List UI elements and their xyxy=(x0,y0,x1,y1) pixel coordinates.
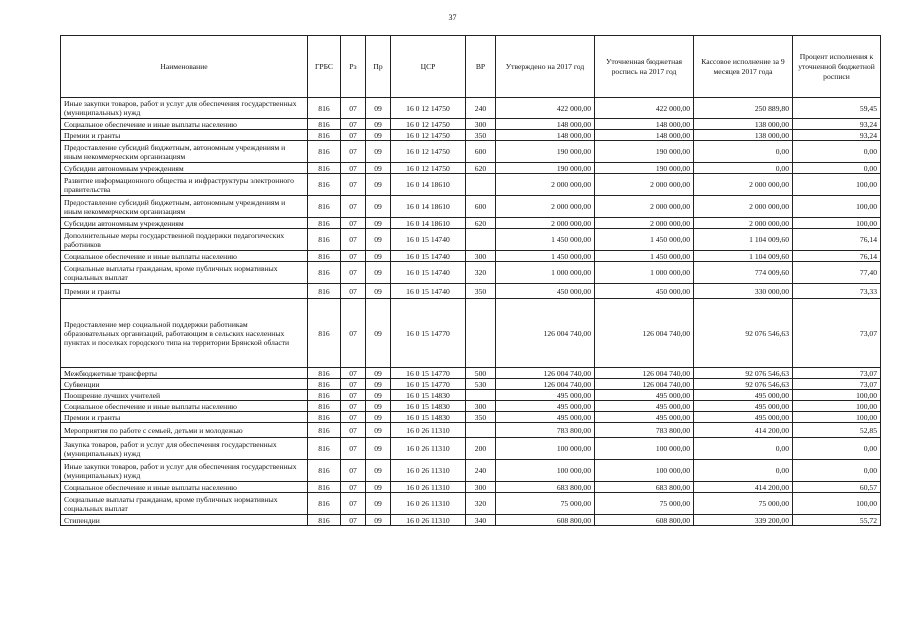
cell-approved: 190 000,00 xyxy=(496,163,595,174)
cell-cash: 250 889,80 xyxy=(694,98,793,119)
cell-rz: 07 xyxy=(341,229,366,251)
cell-rz: 07 xyxy=(341,218,366,229)
cell-name: Поощрение лучших учителей xyxy=(61,390,308,401)
cell-cash: 1 104 009,60 xyxy=(694,251,793,262)
cell-name: Субсидии автономным учреждениям xyxy=(61,218,308,229)
cell-name: Социальное обеспечение и иные выплаты населению xyxy=(61,401,308,412)
cell-name: Развитие информационного общества и инфраструктуры электронного правительства xyxy=(61,174,308,196)
header-vr: ВР xyxy=(466,36,496,98)
cell-csr: 16 0 15 14830 xyxy=(391,412,466,423)
cell-approved: 126 004 740,00 xyxy=(496,368,595,379)
cell-pr: 09 xyxy=(366,251,391,262)
cell-name: Субвенции xyxy=(61,379,308,390)
cell-rz: 07 xyxy=(341,493,366,515)
table-row xyxy=(61,493,881,515)
cell-approved: 100 000,00 xyxy=(496,460,595,482)
cell-vr: 500 xyxy=(466,368,496,379)
cell-approved: 148 000,00 xyxy=(496,130,595,141)
cell-refined: 1 450 000,00 xyxy=(595,229,694,251)
cell-cash: 339 200,00 xyxy=(694,515,793,526)
cell-grbs: 816 xyxy=(308,482,341,493)
cell-vr: 350 xyxy=(466,284,496,299)
cell-rz: 07 xyxy=(341,482,366,493)
cell-rz: 07 xyxy=(341,401,366,412)
cell-percent: 73,07 xyxy=(793,368,881,379)
cell-pr: 09 xyxy=(366,368,391,379)
cell-cash: 92 076 546,63 xyxy=(694,379,793,390)
cell-grbs: 816 xyxy=(308,438,341,460)
cell-name: Социальное обеспечение и иные выплаты населению xyxy=(61,251,308,262)
cell-name: Предоставление субсидий бюджетным, автономным учреждениям и иным некоммерческим организациям xyxy=(61,141,308,163)
cell-rz: 07 xyxy=(341,412,366,423)
cell-grbs: 816 xyxy=(308,299,341,368)
cell-rz: 07 xyxy=(341,196,366,218)
cell-pr: 09 xyxy=(366,412,391,423)
cell-vr: 240 xyxy=(466,98,496,119)
cell-pr: 09 xyxy=(366,98,391,119)
cell-refined: 190 000,00 xyxy=(595,141,694,163)
cell-vr: 300 xyxy=(466,251,496,262)
cell-approved: 495 000,00 xyxy=(496,412,595,423)
cell-approved: 100 000,00 xyxy=(496,438,595,460)
cell-vr: 200 xyxy=(466,438,496,460)
cell-vr: 600 xyxy=(466,196,496,218)
cell-pr: 09 xyxy=(366,401,391,412)
cell-csr: 16 0 15 14740 xyxy=(391,284,466,299)
cell-rz: 07 xyxy=(341,423,366,438)
cell-refined: 683 800,00 xyxy=(595,482,694,493)
header-row xyxy=(61,36,881,98)
cell-rz: 07 xyxy=(341,460,366,482)
cell-csr: 16 0 14 18610 xyxy=(391,218,466,229)
cell-cash: 92 076 546,63 xyxy=(694,299,793,368)
header-percent: Процент исполнения к уточненной бюджетной росписи xyxy=(793,36,881,98)
cell-refined: 190 000,00 xyxy=(595,163,694,174)
cell-grbs: 816 xyxy=(308,493,341,515)
cell-rz: 07 xyxy=(341,141,366,163)
table-row xyxy=(61,438,881,460)
cell-csr: 16 0 15 14740 xyxy=(391,229,466,251)
cell-pr: 09 xyxy=(366,423,391,438)
cell-percent: 100,00 xyxy=(793,196,881,218)
cell-csr: 16 0 12 14750 xyxy=(391,163,466,174)
cell-rz: 07 xyxy=(341,390,366,401)
budget-table xyxy=(60,35,881,526)
table-row xyxy=(61,196,881,218)
cell-name: Премии и гранты xyxy=(61,284,308,299)
cell-grbs: 816 xyxy=(308,262,341,284)
cell-approved: 1 450 000,00 xyxy=(496,229,595,251)
cell-name: Иные закупки товаров, работ и услуг для обеспечения государственных (муниципальных) нужд xyxy=(61,98,308,119)
cell-rz: 07 xyxy=(341,119,366,130)
cell-rz: 07 xyxy=(341,368,366,379)
cell-pr: 09 xyxy=(366,299,391,368)
cell-refined: 126 004 740,00 xyxy=(595,299,694,368)
cell-approved: 2 000 000,00 xyxy=(496,174,595,196)
cell-percent: 77,40 xyxy=(793,262,881,284)
cell-cash: 1 104 009,60 xyxy=(694,229,793,251)
cell-grbs: 816 xyxy=(308,251,341,262)
cell-percent: 100,00 xyxy=(793,401,881,412)
cell-percent: 76,14 xyxy=(793,229,881,251)
table-row xyxy=(61,515,881,526)
cell-csr: 16 0 14 18610 xyxy=(391,196,466,218)
header-name: Наименование xyxy=(61,36,308,98)
cell-cash: 92 076 546,63 xyxy=(694,368,793,379)
cell-name: Иные закупки товаров, работ и услуг для обеспечения государственных (муниципальных) нужд xyxy=(61,460,308,482)
table-row xyxy=(61,412,881,423)
cell-vr xyxy=(466,299,496,368)
cell-rz: 07 xyxy=(341,251,366,262)
cell-refined: 148 000,00 xyxy=(595,130,694,141)
cell-vr: 320 xyxy=(466,493,496,515)
cell-cash: 414 200,00 xyxy=(694,423,793,438)
cell-csr: 16 0 26 11310 xyxy=(391,438,466,460)
cell-grbs: 816 xyxy=(308,412,341,423)
cell-refined: 2 000 000,00 xyxy=(595,218,694,229)
table-row xyxy=(61,423,881,438)
cell-grbs: 816 xyxy=(308,141,341,163)
cell-percent: 73,07 xyxy=(793,379,881,390)
header-pr: Пр xyxy=(366,36,391,98)
cell-approved: 148 000,00 xyxy=(496,119,595,130)
cell-percent: 100,00 xyxy=(793,218,881,229)
cell-approved: 495 000,00 xyxy=(496,390,595,401)
cell-approved: 1 000 000,00 xyxy=(496,262,595,284)
cell-cash: 495 000,00 xyxy=(694,390,793,401)
cell-cash: 138 000,00 xyxy=(694,130,793,141)
cell-name: Закупка товаров, работ и услуг для обеспечения государственных (муниципальных) нужд xyxy=(61,438,308,460)
table-row xyxy=(61,284,881,299)
cell-cash: 330 000,00 xyxy=(694,284,793,299)
table-row xyxy=(61,262,881,284)
cell-approved: 190 000,00 xyxy=(496,141,595,163)
cell-csr: 16 0 26 11310 xyxy=(391,482,466,493)
cell-grbs: 816 xyxy=(308,390,341,401)
cell-csr: 16 0 26 11310 xyxy=(391,493,466,515)
cell-rz: 07 xyxy=(341,130,366,141)
cell-cash: 0,00 xyxy=(694,460,793,482)
cell-csr: 16 0 15 14770 xyxy=(391,368,466,379)
cell-pr: 09 xyxy=(366,174,391,196)
cell-pr: 09 xyxy=(366,229,391,251)
cell-cash: 0,00 xyxy=(694,141,793,163)
cell-pr: 09 xyxy=(366,460,391,482)
cell-pr: 09 xyxy=(366,390,391,401)
cell-pr: 09 xyxy=(366,438,391,460)
cell-grbs: 816 xyxy=(308,379,341,390)
cell-name: Мероприятия по работе с семьей, детьми и молодежью xyxy=(61,423,308,438)
cell-grbs: 816 xyxy=(308,196,341,218)
cell-percent: 60,57 xyxy=(793,482,881,493)
cell-approved: 126 004 740,00 xyxy=(496,379,595,390)
header-rz: Рз xyxy=(341,36,366,98)
cell-refined: 495 000,00 xyxy=(595,390,694,401)
cell-pr: 09 xyxy=(366,141,391,163)
cell-name: Социальные выплаты гражданам, кроме публичных нормативных социальных выплат xyxy=(61,493,308,515)
cell-rz: 07 xyxy=(341,515,366,526)
cell-grbs: 816 xyxy=(308,423,341,438)
cell-percent: 0,00 xyxy=(793,141,881,163)
cell-rz: 07 xyxy=(341,174,366,196)
cell-refined: 450 000,00 xyxy=(595,284,694,299)
cell-grbs: 816 xyxy=(308,98,341,119)
cell-vr xyxy=(466,229,496,251)
cell-csr: 16 0 12 14750 xyxy=(391,141,466,163)
cell-refined: 126 004 740,00 xyxy=(595,379,694,390)
cell-percent: 93,24 xyxy=(793,119,881,130)
cell-refined: 1 450 000,00 xyxy=(595,251,694,262)
header-approved: Утверждено на 2017 год xyxy=(496,36,595,98)
cell-name: Премии и гранты xyxy=(61,130,308,141)
header-grbs: ГРБС xyxy=(308,36,341,98)
cell-grbs: 816 xyxy=(308,119,341,130)
cell-vr: 300 xyxy=(466,482,496,493)
cell-cash: 0,00 xyxy=(694,163,793,174)
cell-name: Социальное обеспечение и иные выплаты населению xyxy=(61,119,308,130)
cell-pr: 09 xyxy=(366,196,391,218)
cell-grbs: 816 xyxy=(308,401,341,412)
table-row xyxy=(61,163,881,174)
table-row xyxy=(61,368,881,379)
cell-vr: 240 xyxy=(466,460,496,482)
cell-vr: 300 xyxy=(466,119,496,130)
cell-vr xyxy=(466,174,496,196)
cell-approved: 450 000,00 xyxy=(496,284,595,299)
cell-csr: 16 0 26 11310 xyxy=(391,460,466,482)
cell-approved: 683 800,00 xyxy=(496,482,595,493)
header-cash: Кассовое исполнение за 9 месяцев 2017 года xyxy=(694,36,793,98)
cell-grbs: 816 xyxy=(308,515,341,526)
cell-pr: 09 xyxy=(366,379,391,390)
cell-cash: 2 000 000,00 xyxy=(694,174,793,196)
cell-csr: 16 0 15 14830 xyxy=(391,401,466,412)
cell-approved: 422 000,00 xyxy=(496,98,595,119)
cell-grbs: 816 xyxy=(308,229,341,251)
cell-csr: 16 0 15 14770 xyxy=(391,299,466,368)
cell-grbs: 816 xyxy=(308,368,341,379)
table-row xyxy=(61,130,881,141)
cell-refined: 75 000,00 xyxy=(595,493,694,515)
header-csr: ЦСР xyxy=(391,36,466,98)
cell-name: Предоставление мер социальной поддержки работникам образовательных организаций, работающим в сельских населенных пунктах и поселках городского типа на территории Брянской области xyxy=(61,299,308,368)
cell-csr: 16 0 15 14830 xyxy=(391,390,466,401)
cell-approved: 495 000,00 xyxy=(496,401,595,412)
cell-percent: 100,00 xyxy=(793,390,881,401)
cell-vr: 350 xyxy=(466,412,496,423)
cell-percent: 73,07 xyxy=(793,299,881,368)
cell-cash: 774 009,60 xyxy=(694,262,793,284)
cell-vr: 530 xyxy=(466,379,496,390)
cell-pr: 09 xyxy=(366,493,391,515)
cell-cash: 0,00 xyxy=(694,438,793,460)
cell-cash: 2 000 000,00 xyxy=(694,218,793,229)
cell-approved: 75 000,00 xyxy=(496,493,595,515)
cell-name: Премии и гранты xyxy=(61,412,308,423)
cell-approved: 2 000 000,00 xyxy=(496,196,595,218)
cell-percent: 55,72 xyxy=(793,515,881,526)
cell-approved: 608 800,00 xyxy=(496,515,595,526)
table-row xyxy=(61,98,881,119)
cell-percent: 100,00 xyxy=(793,174,881,196)
cell-percent: 100,00 xyxy=(793,493,881,515)
cell-refined: 422 000,00 xyxy=(595,98,694,119)
cell-rz: 07 xyxy=(341,438,366,460)
cell-pr: 09 xyxy=(366,262,391,284)
cell-pr: 09 xyxy=(366,130,391,141)
cell-pr: 09 xyxy=(366,515,391,526)
cell-csr: 16 0 26 11310 xyxy=(391,515,466,526)
cell-cash: 138 000,00 xyxy=(694,119,793,130)
cell-csr: 16 0 15 14740 xyxy=(391,251,466,262)
table-row xyxy=(61,390,881,401)
cell-percent: 73,33 xyxy=(793,284,881,299)
cell-pr: 09 xyxy=(366,119,391,130)
cell-vr: 320 xyxy=(466,262,496,284)
cell-name: Субсидии автономным учреждениям xyxy=(61,163,308,174)
cell-percent: 100,00 xyxy=(793,412,881,423)
cell-vr: 300 xyxy=(466,401,496,412)
cell-pr: 09 xyxy=(366,482,391,493)
cell-approved: 783 800,00 xyxy=(496,423,595,438)
cell-name: Предоставление субсидий бюджетным, автономным учреждениям и иным некоммерческим организациям xyxy=(61,196,308,218)
cell-refined: 100 000,00 xyxy=(595,438,694,460)
cell-vr: 340 xyxy=(466,515,496,526)
table-row xyxy=(61,379,881,390)
table-row xyxy=(61,229,881,251)
cell-cash: 75 000,00 xyxy=(694,493,793,515)
table-row xyxy=(61,251,881,262)
cell-csr: 16 0 12 14750 xyxy=(391,98,466,119)
cell-cash: 495 000,00 xyxy=(694,412,793,423)
table-row xyxy=(61,401,881,412)
cell-rz: 07 xyxy=(341,284,366,299)
cell-pr: 09 xyxy=(366,163,391,174)
cell-refined: 148 000,00 xyxy=(595,119,694,130)
cell-refined: 783 800,00 xyxy=(595,423,694,438)
cell-refined: 2 000 000,00 xyxy=(595,174,694,196)
cell-cash: 414 200,00 xyxy=(694,482,793,493)
cell-grbs: 816 xyxy=(308,174,341,196)
cell-rz: 07 xyxy=(341,98,366,119)
cell-vr xyxy=(466,423,496,438)
cell-name: Межбюджетные трансферты xyxy=(61,368,308,379)
cell-grbs: 816 xyxy=(308,218,341,229)
cell-csr: 16 0 15 14740 xyxy=(391,262,466,284)
cell-approved: 2 000 000,00 xyxy=(496,218,595,229)
cell-name: Стипендии xyxy=(61,515,308,526)
cell-csr: 16 0 12 14750 xyxy=(391,119,466,130)
cell-name: Социальное обеспечение и иные выплаты населению xyxy=(61,482,308,493)
cell-vr: 620 xyxy=(466,163,496,174)
cell-cash: 2 000 000,00 xyxy=(694,196,793,218)
cell-approved: 126 004 740,00 xyxy=(496,299,595,368)
cell-csr: 16 0 26 11310 xyxy=(391,423,466,438)
cell-percent: 0,00 xyxy=(793,163,881,174)
cell-vr: 350 xyxy=(466,130,496,141)
table-row xyxy=(61,460,881,482)
cell-percent: 0,00 xyxy=(793,438,881,460)
cell-csr: 16 0 12 14750 xyxy=(391,130,466,141)
cell-vr: 620 xyxy=(466,218,496,229)
cell-refined: 495 000,00 xyxy=(595,412,694,423)
table-row xyxy=(61,119,881,130)
cell-refined: 608 800,00 xyxy=(595,515,694,526)
cell-percent: 76,14 xyxy=(793,251,881,262)
cell-vr: 600 xyxy=(466,141,496,163)
cell-name: Социальные выплаты гражданам, кроме публичных нормативных социальных выплат xyxy=(61,262,308,284)
table-row xyxy=(61,482,881,493)
cell-rz: 07 xyxy=(341,379,366,390)
header-refined: Уточненная бюджетная роспись на 2017 год xyxy=(595,36,694,98)
cell-approved: 1 450 000,00 xyxy=(496,251,595,262)
cell-rz: 07 xyxy=(341,299,366,368)
cell-grbs: 816 xyxy=(308,460,341,482)
cell-pr: 09 xyxy=(366,284,391,299)
cell-rz: 07 xyxy=(341,262,366,284)
cell-pr: 09 xyxy=(366,218,391,229)
cell-percent: 0,00 xyxy=(793,460,881,482)
cell-refined: 495 000,00 xyxy=(595,401,694,412)
cell-name: Дополнительные меры государственной поддержки педагогических работников xyxy=(61,229,308,251)
cell-refined: 126 004 740,00 xyxy=(595,368,694,379)
cell-cash: 495 000,00 xyxy=(694,401,793,412)
cell-grbs: 816 xyxy=(308,163,341,174)
cell-csr: 16 0 14 18610 xyxy=(391,174,466,196)
cell-percent: 59,45 xyxy=(793,98,881,119)
cell-percent: 52,85 xyxy=(793,423,881,438)
cell-percent: 93,24 xyxy=(793,130,881,141)
table-row xyxy=(61,174,881,196)
cell-grbs: 816 xyxy=(308,130,341,141)
table-row xyxy=(61,218,881,229)
table-row xyxy=(61,141,881,163)
cell-refined: 2 000 000,00 xyxy=(595,196,694,218)
cell-rz: 07 xyxy=(341,163,366,174)
cell-vr xyxy=(466,390,496,401)
page-number: 37 xyxy=(448,13,457,22)
cell-refined: 100 000,00 xyxy=(595,460,694,482)
table-row xyxy=(61,299,881,368)
cell-refined: 1 000 000,00 xyxy=(595,262,694,284)
cell-grbs: 816 xyxy=(308,284,341,299)
cell-csr: 16 0 15 14770 xyxy=(391,379,466,390)
